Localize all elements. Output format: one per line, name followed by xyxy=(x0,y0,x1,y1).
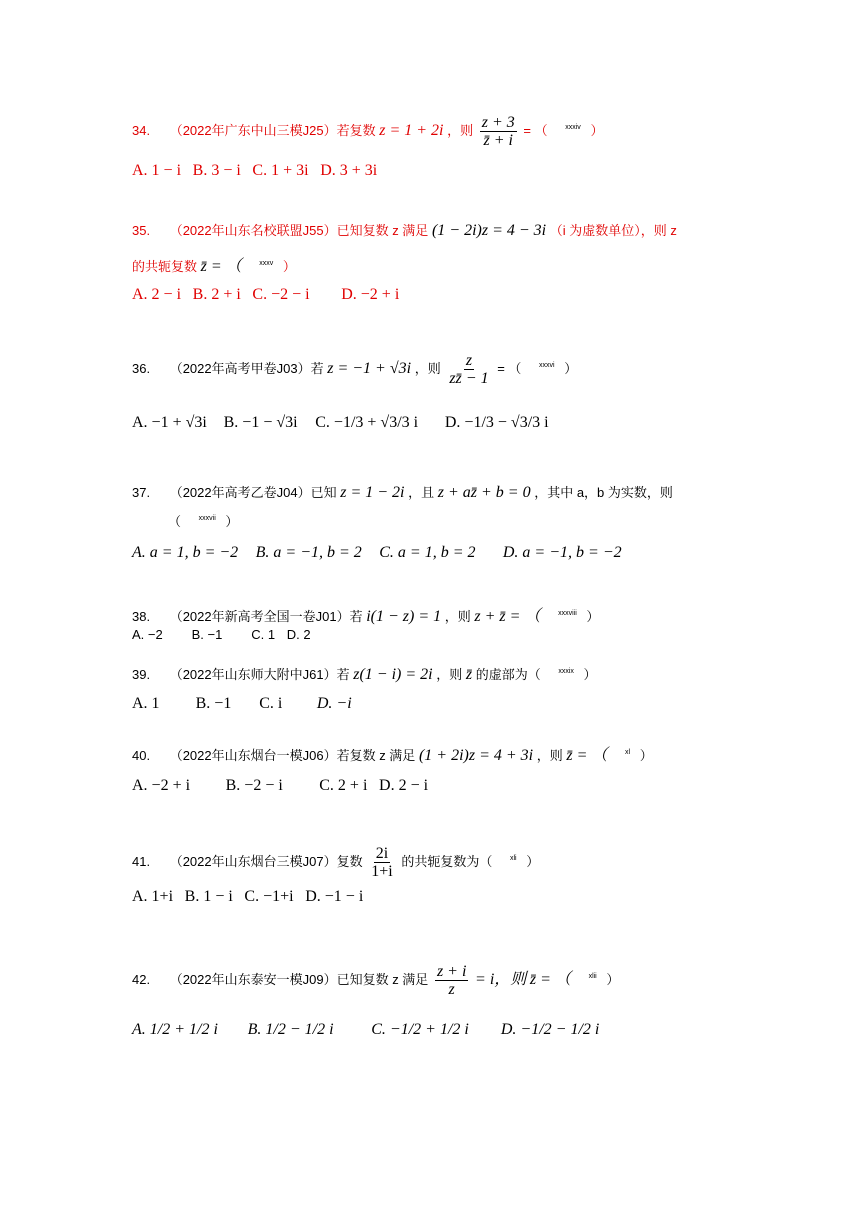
equation: z = 1 − 2i xyxy=(340,484,405,501)
equation: (1 − 2i)z = 4 − 3i xyxy=(431,222,547,239)
question-text: ，则 xyxy=(536,748,563,763)
question-text: ） xyxy=(225,514,239,529)
numerator: 2i xyxy=(375,845,389,862)
option-d: D. a = −1, b = −2 xyxy=(502,544,622,561)
question-42 xyxy=(132,963,820,998)
question-text: = （ xyxy=(523,122,548,138)
question-source: （2022年高考乙卷J04）已知 xyxy=(169,485,337,500)
question-37-line2 xyxy=(168,508,820,533)
option-b: B. −1 xyxy=(195,695,232,712)
option-c: C. a = 1, b = 2 xyxy=(379,544,476,561)
question-number: 38. xyxy=(132,609,151,624)
options-40 xyxy=(132,775,820,797)
equation: z̄ = （ xyxy=(200,258,242,275)
question-text: ） xyxy=(590,122,604,138)
question-text: ，其中 a，b 为实数，则 xyxy=(534,485,673,500)
options-37 xyxy=(132,542,820,564)
options-36 xyxy=(132,412,820,434)
option-a: A. 1+i xyxy=(132,888,174,905)
endnote-ref: xxxviii xyxy=(558,610,577,617)
question-source: （2022年山东烟台一模J06）若复数 z 满足 xyxy=(169,748,416,763)
option-c: C. 1 + 3i xyxy=(252,162,309,179)
option-b: B. 3 − i xyxy=(192,162,241,179)
question-40 xyxy=(132,742,820,767)
denominator: z xyxy=(448,981,455,998)
option-b: B. 2 + i xyxy=(192,286,241,303)
endnote-ref: xxxiv xyxy=(565,123,581,131)
fraction xyxy=(480,114,517,149)
denominator: z̄ + i xyxy=(483,132,513,149)
fraction xyxy=(369,845,394,880)
question-number: 36. xyxy=(132,360,151,376)
question-source: （2022年高考甲卷J03）若 xyxy=(169,360,324,376)
endnote-ref: xlii xyxy=(588,972,597,980)
options-35 xyxy=(132,284,820,306)
option-c: C. −1/3 + √3/3 i xyxy=(315,414,419,431)
endnote-ref: xxxv xyxy=(259,260,274,267)
numerator: z xyxy=(465,352,473,369)
option-c: C. −1/2 + 1/2 i xyxy=(371,1021,469,1038)
question-36 xyxy=(132,352,820,387)
question-text: ） xyxy=(526,853,540,869)
option-d: D. −2 + i xyxy=(341,286,400,303)
option-b: B. a = −1, b = 2 xyxy=(255,544,362,561)
fraction xyxy=(435,963,468,998)
question-text: ，则 xyxy=(444,609,471,624)
endnote-ref: xxxix xyxy=(558,668,574,675)
option-b: B. −1 xyxy=(191,627,223,642)
option-c: C. −1+i xyxy=(244,888,294,905)
options-41 xyxy=(132,886,820,908)
question-text: ，且 xyxy=(408,485,435,500)
question-number: 41. xyxy=(132,853,151,869)
denominator: 1+i xyxy=(371,863,393,880)
question-34 xyxy=(132,114,820,149)
option-b: B. 1 − i xyxy=(184,888,233,905)
option-b: B. 1/2 − 1/2 i xyxy=(247,1021,334,1038)
option-a: A. a = 1, b = −2 xyxy=(132,544,239,561)
question-text: 的共轭复数 xyxy=(132,259,198,274)
option-a: A. 1 − i xyxy=(132,162,182,179)
options-42 xyxy=(132,1019,820,1041)
question-text: ，则 xyxy=(447,122,474,138)
question-text: ，则 xyxy=(414,360,441,376)
question-number: 35. xyxy=(132,223,151,238)
question-source: （2022年山东师大附中J61）若 xyxy=(169,667,350,682)
equation: z + az̄ + b = 0 xyxy=(437,484,531,501)
option-c: C. −2 − i xyxy=(252,286,310,303)
option-d: D. −1/3 − √3/3 i xyxy=(444,414,549,431)
question-text: （i 为虚数单位），则 z xyxy=(549,223,677,238)
question-text: ，则 xyxy=(436,667,463,682)
equation: i(1 − z) = 1 xyxy=(366,608,442,625)
option-c: C. 2 + i xyxy=(319,777,368,794)
endnote-ref: xxxvii xyxy=(198,515,216,522)
question-number: 42. xyxy=(132,971,151,987)
option-a: A. −2 xyxy=(132,627,163,642)
option-a: A. 2 − i xyxy=(132,286,182,303)
question-text: ） xyxy=(282,259,296,274)
question-text: （ xyxy=(168,514,182,529)
question-number: 34. xyxy=(132,122,151,138)
equation: z(1 − i) = 2i xyxy=(353,666,433,683)
equation: z + z̄ = （ xyxy=(474,608,541,625)
equation: (1 + 2i)z = 4 + 3i xyxy=(418,747,534,764)
equation: z = −1 + √3i xyxy=(327,359,412,377)
numerator: z + 3 xyxy=(481,114,515,131)
fraction xyxy=(447,352,490,387)
option-d: D. −1 − i xyxy=(305,888,364,905)
question-37 xyxy=(132,482,820,504)
question-number: 37. xyxy=(132,485,151,500)
endnote-ref: xl xyxy=(625,749,631,756)
question-text: ） xyxy=(586,609,600,624)
question-source: （2022年山东烟台三模J07）复数 xyxy=(169,853,363,869)
endnote-ref: xxxvi xyxy=(539,361,555,369)
question-text: 的虚部为（ xyxy=(475,667,541,682)
question-source: （2022年山东泰安一模J09）已知复数 z 满足 xyxy=(169,971,429,987)
option-d: D. 2 xyxy=(286,627,311,642)
numerator: z + i xyxy=(436,963,467,980)
option-d: D. −1/2 − 1/2 i xyxy=(500,1021,600,1038)
question-source: （2022年山东名校联盟J55）已知复数 z 满足 xyxy=(169,223,429,238)
options-39 xyxy=(132,693,820,715)
question-text: ） xyxy=(564,360,578,376)
options-34 xyxy=(132,160,820,182)
option-b: B. −1 − √3i xyxy=(223,414,298,431)
option-a: A. 1 xyxy=(132,695,160,712)
question-text: = （ xyxy=(497,360,522,376)
question-text: ） xyxy=(606,971,620,987)
option-a: A. −2 + i xyxy=(132,777,191,794)
options-38 xyxy=(132,624,820,646)
endnote-ref: xli xyxy=(509,854,517,862)
option-c: C. 1 xyxy=(251,627,276,642)
question-source: （2022年广东中山三模J25）若复数 xyxy=(169,122,376,138)
equation: = i，则 xyxy=(475,970,527,988)
question-number: 39. xyxy=(132,667,151,682)
equation: z̄ = （ xyxy=(529,970,571,988)
question-text: 的共轭复数为（ xyxy=(401,853,493,869)
option-a: A. 1/2 + 1/2 i xyxy=(132,1021,218,1038)
option-c: C. i xyxy=(259,695,283,712)
option-d: D. 2 − i xyxy=(379,777,429,794)
question-text: ） xyxy=(639,748,653,763)
question-number: 40. xyxy=(132,748,151,763)
option-d: D. −i xyxy=(316,695,352,712)
denominator: zz̄ − 1 xyxy=(449,370,489,387)
equation: z = 1 + 2i xyxy=(379,121,444,139)
question-39 xyxy=(132,661,820,686)
question-41 xyxy=(132,845,820,880)
question-text: ） xyxy=(583,667,597,682)
option-a: A. −1 + √3i xyxy=(132,414,207,431)
option-d: D. 3 + 3i xyxy=(320,162,378,179)
question-35 xyxy=(132,220,820,242)
question-source: （2022年新高考全国一卷J01）若 xyxy=(169,609,363,624)
equation: z̄ = （ xyxy=(566,747,608,764)
question-35-line2 xyxy=(132,253,820,278)
option-b: B. −2 − i xyxy=(225,777,283,794)
equation: z̄ xyxy=(465,666,473,683)
